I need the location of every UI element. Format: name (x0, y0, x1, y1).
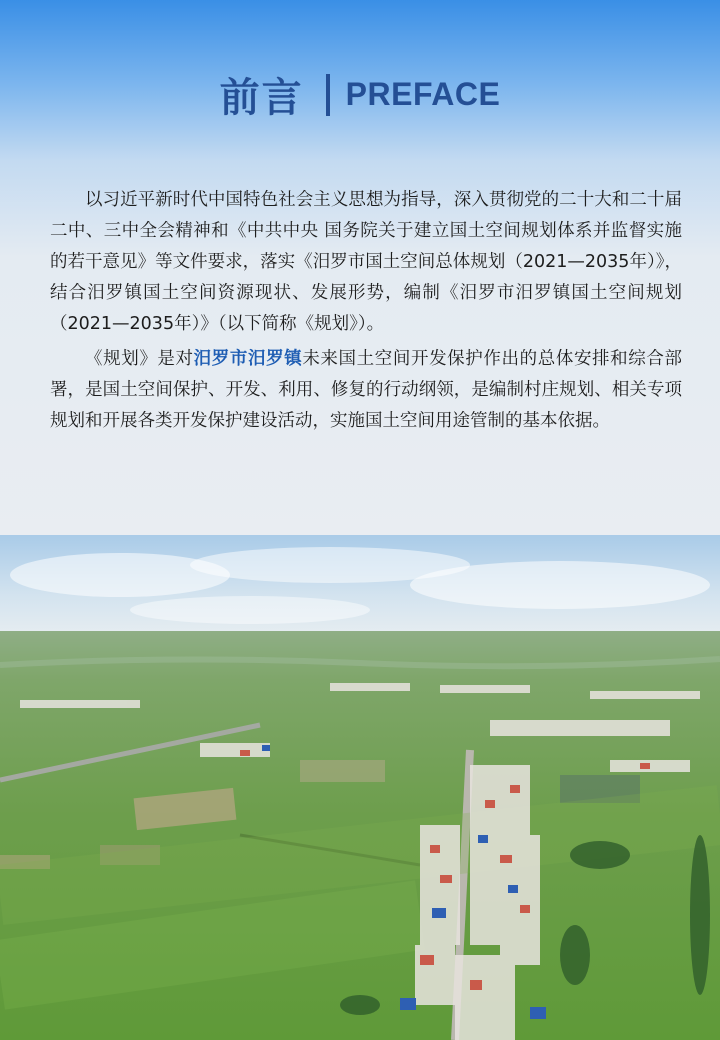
paragraph-2-end: 未来国土空间开发保护作出的总体安排和综合部署，是国土空间保护、开发、利用、修复的行动纲领，是编制村庄规划、相关专项规划和开展各类开发保护建设活动，实施国土空间用途管制的基本依据。 (50, 349, 682, 431)
page-title (0, 66, 720, 123)
aerial-village-photo (0, 535, 720, 1040)
paragraph-2 (50, 344, 682, 437)
paragraph-1: 以习近平新时代中国特色社会主义思想为指导，深入贯彻党的二十大和二十届二中、三中全会精神和《中共中央 国务院关于建立国土空间规划体系并监督实施的若干意见》等文件要求，落实《汨罗市国土空间总体规划（2021—2035年）》，结合汨罗镇国土空间资源现状、发展形势，编制《汨罗市汨罗镇国土空间规划（2021—2035年）》（以下简称《规划》）。 (50, 190, 682, 334)
highlight-town-name: 汨罗市汨罗镇 (193, 349, 303, 369)
title-divider (326, 74, 330, 116)
preface-body (50, 185, 682, 437)
title-chinese: 前言 (219, 75, 304, 121)
paragraph-2-start: 《规划》是对 (85, 349, 194, 369)
title-english: PREFACE (345, 76, 501, 112)
